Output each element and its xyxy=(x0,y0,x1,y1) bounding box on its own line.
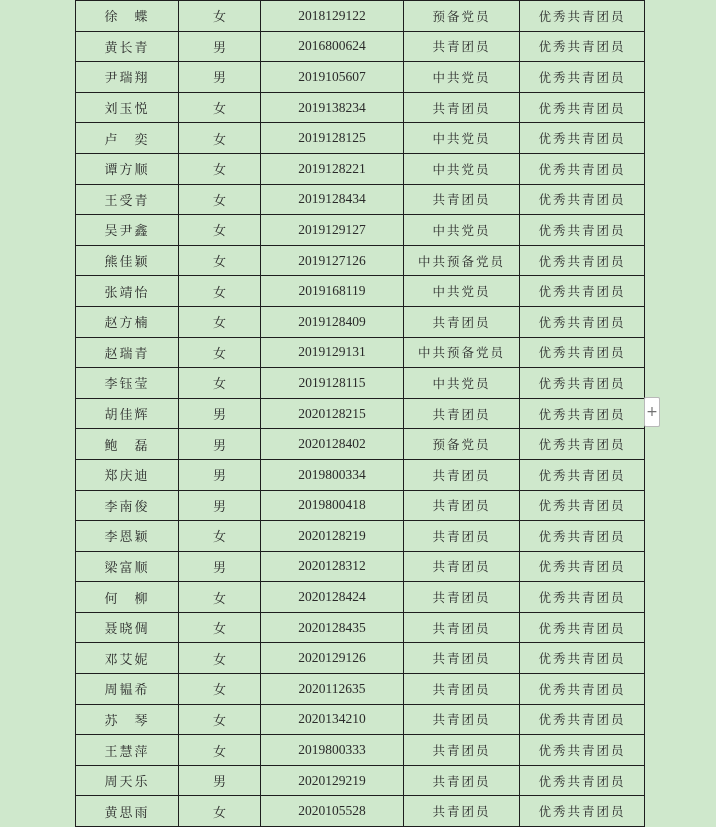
honor-cell[interactable]: 优秀共青团员 xyxy=(520,521,645,552)
political-status-cell[interactable]: 共青团员 xyxy=(404,735,520,766)
gender-cell[interactable]: 女 xyxy=(179,674,261,705)
honor-cell[interactable]: 优秀共青团员 xyxy=(520,765,645,796)
student-id-cell[interactable]: 2019128125 xyxy=(261,123,404,154)
table-row xyxy=(76,31,645,62)
name-cell[interactable]: 苏 琴 xyxy=(76,704,179,735)
gender-cell[interactable]: 女 xyxy=(179,337,261,368)
student-id-cell[interactable]: 2020128219 xyxy=(261,521,404,552)
gender-cell[interactable]: 女 xyxy=(179,582,261,613)
table-row xyxy=(76,674,645,705)
student-id-cell[interactable]: 2020128424 xyxy=(261,582,404,613)
gender-cell[interactable]: 女 xyxy=(179,643,261,674)
name-cell[interactable]: 何 柳 xyxy=(76,582,179,613)
table-row xyxy=(76,1,645,32)
student-id-cell[interactable]: 2019800333 xyxy=(261,735,404,766)
honor-cell[interactable]: 优秀共青团员 xyxy=(520,92,645,123)
table-row xyxy=(76,62,645,93)
student-id-cell[interactable]: 2019127126 xyxy=(261,245,404,276)
honor-cell[interactable]: 优秀共青团员 xyxy=(520,215,645,246)
honor-cell[interactable]: 优秀共青团员 xyxy=(520,612,645,643)
gender-cell[interactable]: 女 xyxy=(179,1,261,32)
gender-cell[interactable]: 男 xyxy=(179,62,261,93)
political-status-cell[interactable]: 共青团员 xyxy=(404,184,520,215)
honor-cell[interactable]: 优秀共青团员 xyxy=(520,459,645,490)
political-status-cell[interactable]: 中共预备党员 xyxy=(404,337,520,368)
table-row xyxy=(76,337,645,368)
student-id-cell[interactable]: 2019128221 xyxy=(261,153,404,184)
gender-cell[interactable]: 女 xyxy=(179,245,261,276)
name-cell[interactable]: 李钰莹 xyxy=(76,368,179,399)
political-status-cell[interactable]: 中共党员 xyxy=(404,62,520,93)
gender-cell[interactable]: 男 xyxy=(179,429,261,460)
table-row xyxy=(76,398,645,429)
gender-cell[interactable]: 男 xyxy=(179,398,261,429)
gender-cell[interactable]: 女 xyxy=(179,796,261,827)
honor-cell[interactable]: 优秀共青团员 xyxy=(520,1,645,32)
honor-cell[interactable]: 优秀共青团员 xyxy=(520,337,645,368)
honor-cell[interactable]: 优秀共青团员 xyxy=(520,582,645,613)
student-id-cell[interactable]: 2020129219 xyxy=(261,765,404,796)
student-id-cell[interactable]: 2020105528 xyxy=(261,796,404,827)
political-status-cell[interactable]: 共青团员 xyxy=(404,704,520,735)
gender-cell[interactable]: 女 xyxy=(179,215,261,246)
student-id-cell[interactable]: 2019129131 xyxy=(261,337,404,368)
table-row xyxy=(76,215,645,246)
name-cell[interactable]: 周天乐 xyxy=(76,765,179,796)
name-cell[interactable]: 王慧萍 xyxy=(76,735,179,766)
gender-cell[interactable]: 男 xyxy=(179,765,261,796)
student-id-cell[interactable]: 2020112635 xyxy=(261,674,404,705)
gender-cell[interactable]: 女 xyxy=(179,704,261,735)
student-id-cell[interactable]: 2020128402 xyxy=(261,429,404,460)
gender-cell[interactable]: 女 xyxy=(179,184,261,215)
add-row-button[interactable] xyxy=(644,397,660,427)
student-id-cell[interactable]: 2020128435 xyxy=(261,612,404,643)
political-status-cell[interactable]: 共青团员 xyxy=(404,459,520,490)
student-id-cell[interactable]: 2020129126 xyxy=(261,643,404,674)
plus-icon: + xyxy=(646,404,658,420)
table-row xyxy=(76,92,645,123)
table-row xyxy=(76,459,645,490)
political-status-cell[interactable]: 中共党员 xyxy=(404,215,520,246)
table-row xyxy=(76,184,645,215)
name-cell[interactable]: 郑庆迪 xyxy=(76,459,179,490)
political-status-cell[interactable]: 共青团员 xyxy=(404,643,520,674)
honor-cell[interactable]: 优秀共青团员 xyxy=(520,674,645,705)
political-status-cell[interactable]: 共青团员 xyxy=(404,398,520,429)
gender-cell[interactable]: 女 xyxy=(179,306,261,337)
honor-cell[interactable]: 优秀共青团员 xyxy=(520,184,645,215)
gender-cell[interactable]: 女 xyxy=(179,153,261,184)
name-cell[interactable]: 胡佳辉 xyxy=(76,398,179,429)
gender-cell[interactable]: 女 xyxy=(179,123,261,154)
honor-cell[interactable]: 优秀共青团员 xyxy=(520,276,645,307)
political-status-cell[interactable]: 共青团员 xyxy=(404,92,520,123)
gender-cell[interactable]: 女 xyxy=(179,735,261,766)
table-row xyxy=(76,153,645,184)
political-status-cell[interactable]: 中共预备党员 xyxy=(404,245,520,276)
student-id-cell[interactable]: 2019800418 xyxy=(261,490,404,521)
student-id-cell[interactable]: 2020128215 xyxy=(261,398,404,429)
honor-cell[interactable]: 优秀共青团员 xyxy=(520,31,645,62)
political-status-cell[interactable]: 共青团员 xyxy=(404,796,520,827)
gender-cell[interactable]: 男 xyxy=(179,459,261,490)
honor-cell[interactable]: 优秀共青团员 xyxy=(520,245,645,276)
table-row xyxy=(76,551,645,582)
honor-cell[interactable]: 优秀共青团员 xyxy=(520,551,645,582)
name-cell[interactable]: 吴尹鑫 xyxy=(76,215,179,246)
table-row xyxy=(76,765,645,796)
student-id-cell[interactable]: 2019105607 xyxy=(261,62,404,93)
honor-cell[interactable]: 优秀共青团员 xyxy=(520,704,645,735)
honor-cell[interactable]: 优秀共青团员 xyxy=(520,62,645,93)
honor-cell[interactable]: 优秀共青团员 xyxy=(520,429,645,460)
name-cell[interactable]: 刘玉悦 xyxy=(76,92,179,123)
honor-cell[interactable]: 优秀共青团员 xyxy=(520,368,645,399)
table-row xyxy=(76,306,645,337)
gender-cell[interactable]: 女 xyxy=(179,92,261,123)
table-row xyxy=(76,245,645,276)
gender-cell[interactable]: 女 xyxy=(179,276,261,307)
political-status-cell[interactable]: 预备党员 xyxy=(404,429,520,460)
political-status-cell[interactable]: 共青团员 xyxy=(404,612,520,643)
honor-cell[interactable]: 优秀共青团员 xyxy=(520,735,645,766)
political-status-cell[interactable]: 中共党员 xyxy=(404,276,520,307)
honor-cell[interactable]: 优秀共青团员 xyxy=(520,123,645,154)
political-status-cell[interactable]: 中共党员 xyxy=(404,368,520,399)
student-id-cell[interactable]: 2019128409 xyxy=(261,306,404,337)
name-cell[interactable]: 李恩颖 xyxy=(76,521,179,552)
name-cell[interactable]: 邓艾妮 xyxy=(76,643,179,674)
name-cell[interactable]: 周韫希 xyxy=(76,674,179,705)
political-status-cell[interactable]: 共青团员 xyxy=(404,674,520,705)
student-id-cell[interactable]: 2020128312 xyxy=(261,551,404,582)
gender-cell[interactable]: 女 xyxy=(179,612,261,643)
table-body xyxy=(76,1,645,827)
name-cell[interactable]: 张靖怡 xyxy=(76,276,179,307)
name-cell[interactable]: 熊佳颖 xyxy=(76,245,179,276)
student-id-cell[interactable]: 2019128115 xyxy=(261,368,404,399)
table-row xyxy=(76,490,645,521)
student-id-cell[interactable]: 2020134210 xyxy=(261,704,404,735)
name-cell[interactable]: 李南俊 xyxy=(76,490,179,521)
honor-cell[interactable]: 优秀共青团员 xyxy=(520,153,645,184)
honor-cell[interactable]: 优秀共青团员 xyxy=(520,490,645,521)
honor-cell[interactable]: 优秀共青团员 xyxy=(520,796,645,827)
student-id-cell[interactable]: 2019168119 xyxy=(261,276,404,307)
name-cell[interactable]: 尹瑞翔 xyxy=(76,62,179,93)
table-row xyxy=(76,796,645,827)
gender-cell[interactable]: 男 xyxy=(179,490,261,521)
student-id-cell[interactable]: 2019138234 xyxy=(261,92,404,123)
name-cell[interactable]: 聂晓倜 xyxy=(76,612,179,643)
table-row xyxy=(76,735,645,766)
student-id-cell[interactable]: 2016800624 xyxy=(261,31,404,62)
political-status-cell[interactable]: 共青团员 xyxy=(404,521,520,552)
gender-cell[interactable]: 女 xyxy=(179,368,261,399)
honor-cell[interactable]: 优秀共青团员 xyxy=(520,306,645,337)
name-cell[interactable]: 梁富顺 xyxy=(76,551,179,582)
name-cell[interactable]: 赵方楠 xyxy=(76,306,179,337)
political-status-cell[interactable]: 中共党员 xyxy=(404,153,520,184)
political-status-cell[interactable]: 共青团员 xyxy=(404,582,520,613)
political-status-cell[interactable]: 中共党员 xyxy=(404,123,520,154)
name-cell[interactable]: 黄长青 xyxy=(76,31,179,62)
political-status-cell[interactable]: 共青团员 xyxy=(404,765,520,796)
table-row xyxy=(76,368,645,399)
name-cell[interactable]: 卢 奕 xyxy=(76,123,179,154)
student-id-cell[interactable]: 2019129127 xyxy=(261,215,404,246)
table-row xyxy=(76,582,645,613)
table-row xyxy=(76,612,645,643)
political-status-cell[interactable]: 共青团员 xyxy=(404,490,520,521)
honor-cell[interactable]: 优秀共青团员 xyxy=(520,398,645,429)
table-row xyxy=(76,429,645,460)
table-row xyxy=(76,123,645,154)
name-cell[interactable]: 黄思雨 xyxy=(76,796,179,827)
table-row xyxy=(76,276,645,307)
honor-roster-table xyxy=(75,0,645,827)
student-id-cell[interactable]: 2019800334 xyxy=(261,459,404,490)
table-row xyxy=(76,643,645,674)
name-cell[interactable]: 鲍 磊 xyxy=(76,429,179,460)
name-cell[interactable]: 赵瑞青 xyxy=(76,337,179,368)
gender-cell[interactable]: 男 xyxy=(179,551,261,582)
table-row xyxy=(76,521,645,552)
student-id-cell[interactable]: 2019128434 xyxy=(261,184,404,215)
name-cell[interactable]: 徐 蝶 xyxy=(76,1,179,32)
gender-cell[interactable]: 男 xyxy=(179,31,261,62)
political-status-cell[interactable]: 预备党员 xyxy=(404,1,520,32)
name-cell[interactable]: 王受青 xyxy=(76,184,179,215)
gender-cell[interactable]: 女 xyxy=(179,521,261,552)
political-status-cell[interactable]: 共青团员 xyxy=(404,551,520,582)
political-status-cell[interactable]: 共青团员 xyxy=(404,31,520,62)
name-cell[interactable]: 谭方顺 xyxy=(76,153,179,184)
student-id-cell[interactable]: 2018129122 xyxy=(261,1,404,32)
honor-cell[interactable]: 优秀共青团员 xyxy=(520,643,645,674)
table-row xyxy=(76,704,645,735)
political-status-cell[interactable]: 共青团员 xyxy=(404,306,520,337)
